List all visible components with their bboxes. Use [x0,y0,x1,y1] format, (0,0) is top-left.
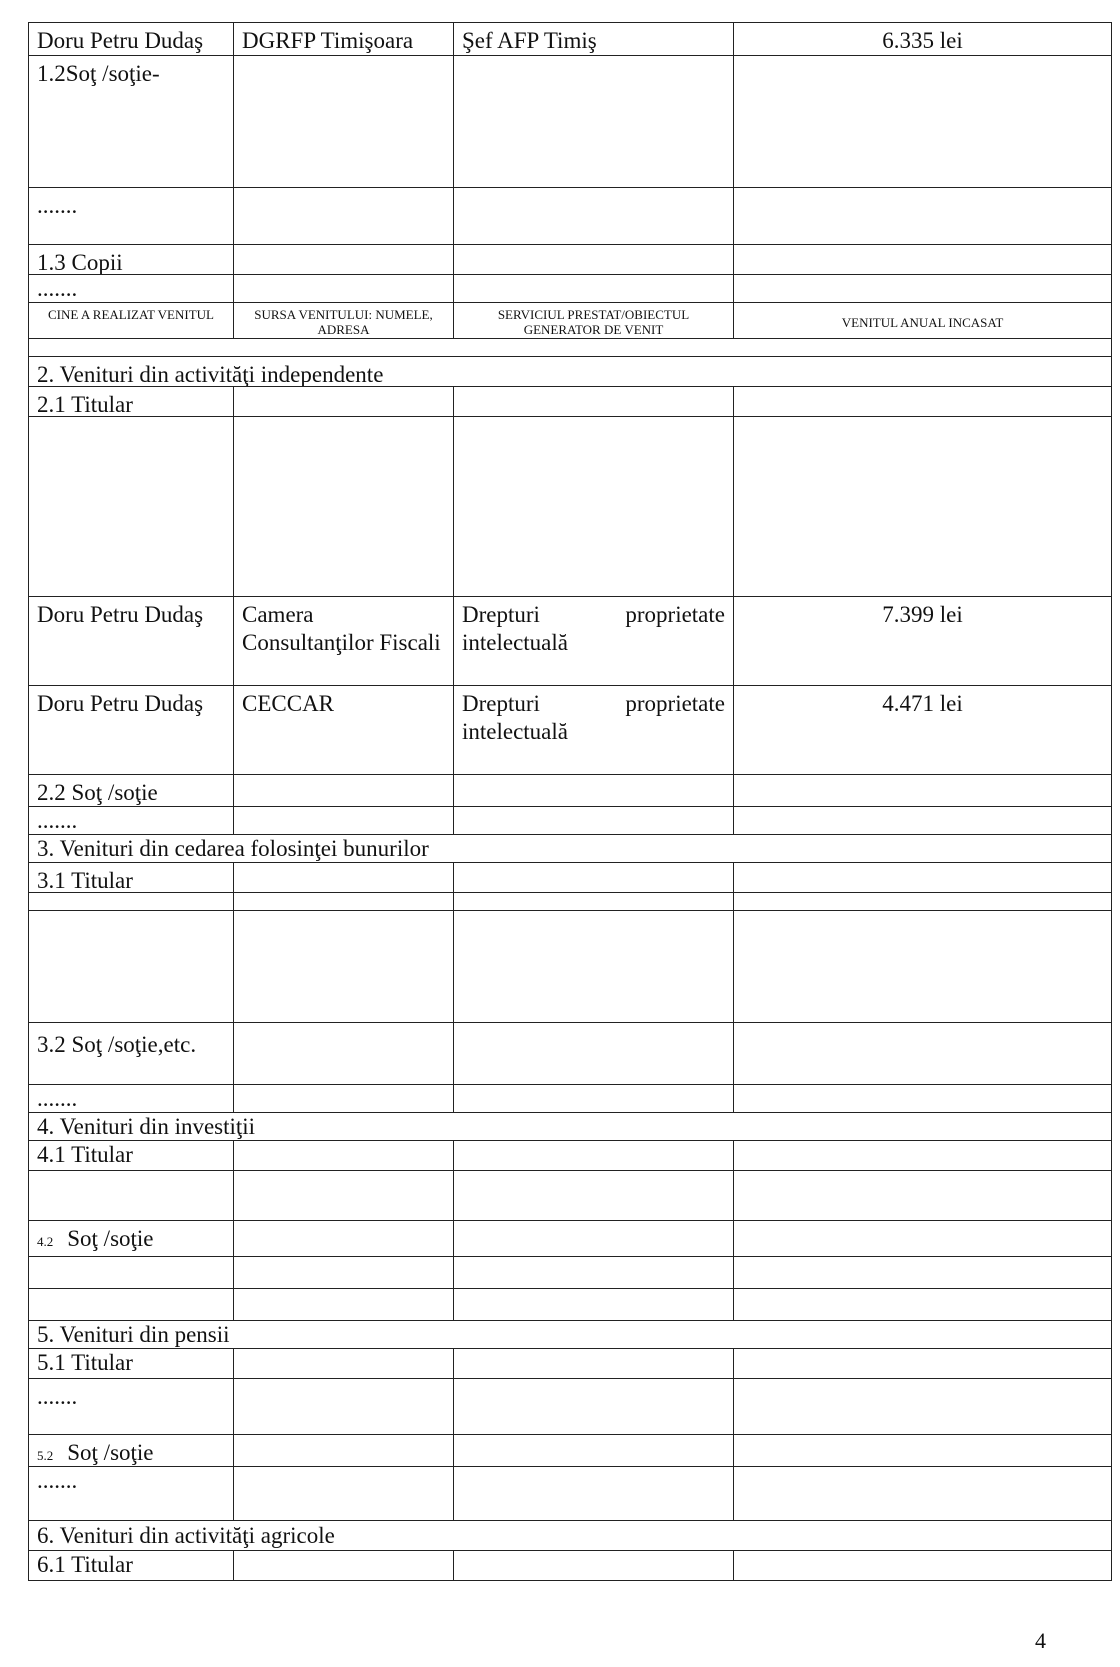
empty-cell [734,188,1111,244]
cell-service: Şef AFP Timiş [454,23,734,55]
column-header-service: SERVICIUL PRESTAT/OBIECTUL GENERATOR DE VENIT [454,303,734,338]
row-label: 1.3 Copii [29,245,234,274]
section-title: 3. Venituri din cedarea folosinţei bunurilor [37,836,429,861]
row-label: 6.1 Titular [29,1551,234,1580]
table-row [28,188,1112,245]
row-label: ....... [29,1085,234,1112]
empty-cell [734,1349,1111,1378]
empty-cell [454,1289,734,1320]
empty-cell [454,1379,734,1434]
empty-cell [454,1257,734,1288]
empty-cell [734,1435,1111,1466]
empty-cell [454,1467,734,1520]
table-row [28,1467,1112,1521]
empty-cell [734,1379,1111,1434]
empty-cell [734,911,1111,1022]
empty-cell [454,1221,734,1256]
empty-cell [234,807,454,834]
cell-source: DGRFP Timişoara [234,23,454,55]
empty-cell [734,1171,1111,1220]
row-label: 3.1 Titular [29,863,234,892]
row-number: 5.2 [37,1448,54,1463]
empty-cell [734,863,1111,892]
cell-name: Doru Petru Dudaş [29,23,234,55]
column-header-who: CINE A REALIZAT VENITUL [29,303,234,338]
empty-cell [234,1349,454,1378]
empty-cell [454,188,734,244]
cell-amount: 7.399 lei [882,602,963,627]
table-row [28,1085,1112,1113]
row-label: 3.2 Soţ /soţie,etc. [29,1023,234,1084]
empty-cell [454,1349,734,1378]
table-row [28,597,1112,686]
empty-cell [734,1467,1111,1520]
empty-cell [454,275,734,302]
cell-service-line: intelectuală [462,719,568,744]
table-row [28,1141,1112,1171]
cell-source: CECCAR [234,686,454,774]
table-row [28,1023,1112,1085]
empty-cell [234,387,454,416]
empty-cell [734,387,1111,416]
empty-cell [734,1551,1111,1580]
table-row [28,22,1112,56]
empty-cell [454,807,734,834]
row-label: 1.2Soţ /soţie- [29,56,234,187]
cell-name: Doru Petru Dudaş [29,597,234,685]
cell-amount: 4.471 lei [882,691,963,716]
empty-cell [234,1379,454,1434]
empty-cell [234,1141,454,1170]
table-row [28,1551,1112,1581]
row-label: ....... [29,1467,234,1520]
table-row [28,1257,1112,1289]
table-row [28,807,1112,835]
empty-cell [454,387,734,416]
section-title: 2. Venituri din activităţi independente [37,362,384,386]
section-heading-row [28,835,1112,863]
empty-cell [234,1023,454,1084]
empty-cell [29,911,234,1022]
row-label-text: Soţ /soţie [67,1440,154,1465]
table-row [28,275,1112,303]
table-row [28,775,1112,807]
empty-cell [234,417,454,596]
empty-cell [454,863,734,892]
cell-service-word: Drepturi [462,691,540,716]
empty-cell [734,245,1111,274]
row-label: ....... [29,188,234,244]
cell-service-line: intelectuală [462,630,568,655]
empty-cell [234,56,454,187]
empty-cell [29,417,234,596]
empty-cell [734,1023,1111,1084]
cell-service [454,686,734,774]
empty-cell [234,911,454,1022]
table-row [28,417,1112,597]
empty-cell [454,1171,734,1220]
section-heading-row [28,357,1112,387]
cell-service-word: Drepturi [462,602,540,627]
page-number: 4 [1035,1628,1046,1653]
table-row [28,1221,1112,1257]
table-header-row [28,303,1112,339]
row-label: ....... [29,1379,234,1434]
empty-cell [734,275,1111,302]
section-title: 6. Venituri din activităţi agricole [37,1523,335,1548]
empty-cell [454,1551,734,1580]
empty-cell [734,417,1111,596]
table-row [28,911,1112,1023]
row-label: 4.1 Titular [29,1141,234,1170]
empty-cell [234,1467,454,1520]
empty-cell [454,1435,734,1466]
empty-cell [234,1289,454,1320]
empty-cell [234,245,454,274]
cell-service-word: proprietate [625,602,725,627]
empty-cell [234,275,454,302]
empty-cell [454,56,734,187]
empty-cell [234,188,454,244]
empty-cell [454,1141,734,1170]
row-label: ....... [29,807,234,834]
cell-amount: 6.335 lei [882,28,963,53]
section-heading-row [28,1113,1112,1141]
empty-cell [454,911,734,1022]
cell-service-word: proprietate [625,691,725,716]
table-spacer-row [28,339,1112,357]
empty-cell [29,1257,234,1288]
empty-cell [454,417,734,596]
cell-name: Doru Petru Dudaş [29,686,234,774]
row-label [29,1435,234,1466]
section-title: 4. Venituri din investiţii [37,1114,256,1139]
row-number: 4.2 [37,1234,54,1249]
empty-cell [734,56,1111,187]
cell-source: Camera Consultanţilor Fiscali [234,597,454,685]
empty-cell [734,893,1111,910]
table-row [28,1171,1112,1221]
empty-cell [734,1221,1111,1256]
empty-cell [234,1171,454,1220]
empty-cell [734,1289,1111,1320]
table-row [28,245,1112,275]
empty-cell [234,1551,454,1580]
row-label: 2.1 Titular [29,387,234,416]
table-row [28,56,1112,188]
empty-cell [29,1171,234,1220]
table-row [28,1289,1112,1321]
empty-cell [734,807,1111,834]
empty-cell [454,893,734,910]
row-label: 2.2 Soţ /soţie [29,775,234,806]
empty-cell [734,1085,1111,1112]
empty-cell [29,1289,234,1320]
table-row [28,1379,1112,1435]
empty-cell [454,245,734,274]
table-row [28,863,1112,893]
table-row [28,1435,1112,1467]
empty-cell [234,863,454,892]
empty-cell [454,1085,734,1112]
empty-cell [29,893,234,910]
table-row [28,387,1112,417]
empty-cell [234,1257,454,1288]
section-heading-row [28,1521,1112,1551]
empty-cell [234,775,454,806]
table-row [28,686,1112,775]
empty-cell [734,775,1111,806]
empty-cell [234,1085,454,1112]
cell-service [454,597,734,685]
column-header-source: SURSA VENITULUI: NUMELE, ADRESA [234,303,454,338]
row-label-text: Soţ /soţie [67,1226,154,1251]
section-heading-row [28,1321,1112,1349]
section-title: 5. Venituri din pensii [37,1322,230,1347]
row-label [29,1221,234,1256]
table-row [28,893,1112,911]
table-row [28,1349,1112,1379]
empty-cell [454,1023,734,1084]
row-label: 5.1 Titular [29,1349,234,1378]
column-header-amount: VENITUL ANUAL INCASAT [841,315,1004,330]
empty-cell [734,1257,1111,1288]
empty-cell [234,893,454,910]
empty-cell [234,1435,454,1466]
row-label: ....... [29,275,234,302]
empty-cell [234,1221,454,1256]
empty-cell [734,1141,1111,1170]
empty-cell [454,775,734,806]
